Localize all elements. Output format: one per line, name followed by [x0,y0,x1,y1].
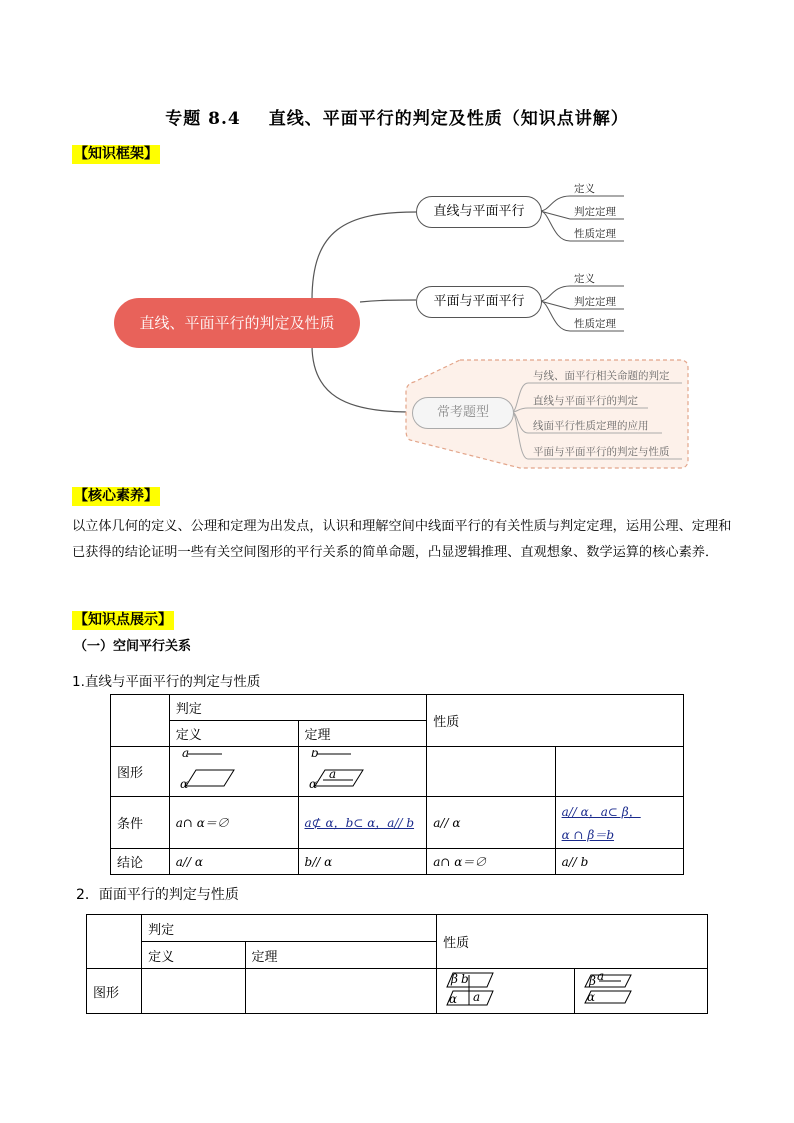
row-figure-label: 图形 [111,747,170,797]
fig-label-a: a [328,766,336,781]
framework-heading: 【知识框架】 [74,146,158,162]
fig-label-alpha: α [586,990,595,1004]
fig-label-beta: β [588,974,596,988]
fig-label-alpha: α [308,776,317,790]
mindmap-leaf: 直线与平面平行的判定 [533,395,638,407]
concl-thm: b// α [298,849,427,875]
fig-thm [298,747,427,797]
cell-property: 性质 [427,695,684,747]
table2-heading: 2．面面平行的判定与性质 [76,887,239,903]
concl-prop2: a// b [555,849,683,875]
fig-label-a: a [473,990,481,1004]
mindmap-leaf: 性质定理 [574,228,616,240]
title-number: 专题 8.4 [165,109,241,129]
cell-property: 性质 [437,915,708,969]
row-condition-label: 条件 [111,797,170,849]
cond-prop2-line1: a// α，a⊂ β， [561,804,641,819]
concl-prop1: a∩ α＝∅ [427,849,555,875]
fig-label-alpha: α [449,992,458,1006]
cell-definition: 定义 [169,721,298,747]
fig-prop2 [555,747,683,797]
title-text: 直线、平面平行的判定及性质（知识点讲解） [268,109,629,129]
mindmap-leaf: 与线、面平行相关命题的判定 [533,370,670,382]
cond-prop1: a// α [427,797,555,849]
fig-prop2 [574,969,707,1014]
cond-def: a∩ α＝∅ [169,797,298,849]
table-plane-plane [86,914,708,1014]
parallel-planes-figure [581,971,641,1007]
line-plane-figure [176,750,256,790]
cell-definition: 定义 [142,942,245,969]
fig-label-a: a [181,749,189,760]
fig-label-b: b [461,972,469,986]
fig-prop1 [427,747,555,797]
cell-judge: 判定 [142,915,437,942]
fig-def [169,747,298,797]
fig-label-a: a [596,971,604,983]
mindmap-leaf: 判定定理 [574,296,616,308]
mindmap-leaf: 平面与平面平行的判定与性质 [533,446,670,458]
plane-plane-figure [443,971,503,1007]
cond-prop2-line2: α ∩ β＝b [561,827,615,842]
table-line-plane [110,694,684,875]
row-figure-label: 图形 [87,969,142,1014]
fig-label-alpha: α [179,776,188,790]
fig-label-b: b [310,749,319,760]
mindmap-connectors [0,0,794,480]
mindmap-leaf: 定义 [574,183,595,195]
cond-thm: a⊄ α，b⊂ α，a// b [298,797,427,849]
cond-prop2 [555,797,683,849]
core-paragraph: 以立体几何的定义、公理和定理为出发点，认识和理解空间中线面平行的有关性质与判定定理，运用公理、定理和已获得的结论证明一些有关空间图形的平行关系的简单命题，凸显逻辑推理、直观想象、数学运算的核心素养． [72,519,732,560]
mindmap-branch-plane-plane: 平面与平面平行 [416,286,542,318]
cell-theorem: 定理 [298,721,427,747]
row-conclusion-label: 结论 [111,849,170,875]
mindmap-leaf: 性质定理 [574,318,616,330]
mindmap-root: 直线、平面平行的判定及性质 [114,298,360,348]
mindmap-leaf: 线面平行性质定理的应用 [533,420,649,432]
subsection-heading: （一）空间平行关系 [74,639,192,654]
concl-def: a// α [169,849,298,875]
table1-heading: 1.直线与平面平行的判定与性质 [72,674,261,690]
mindmap-branch-line-plane: 直线与平面平行 [416,196,542,228]
mindmap-branch-common-types: 常考题型 [412,397,514,429]
fig-prop1 [437,969,574,1014]
mindmap-leaf: 判定定理 [574,206,616,218]
cell-theorem: 定理 [245,942,437,969]
line-plane-theorem-figure [305,750,385,790]
points-heading: 【知识点展示】 [74,612,172,628]
core-heading: 【核心素养】 [74,488,158,504]
fig-label-beta: β [451,972,459,986]
cell-judge: 判定 [169,695,427,721]
mindmap-leaf: 定义 [574,273,595,285]
